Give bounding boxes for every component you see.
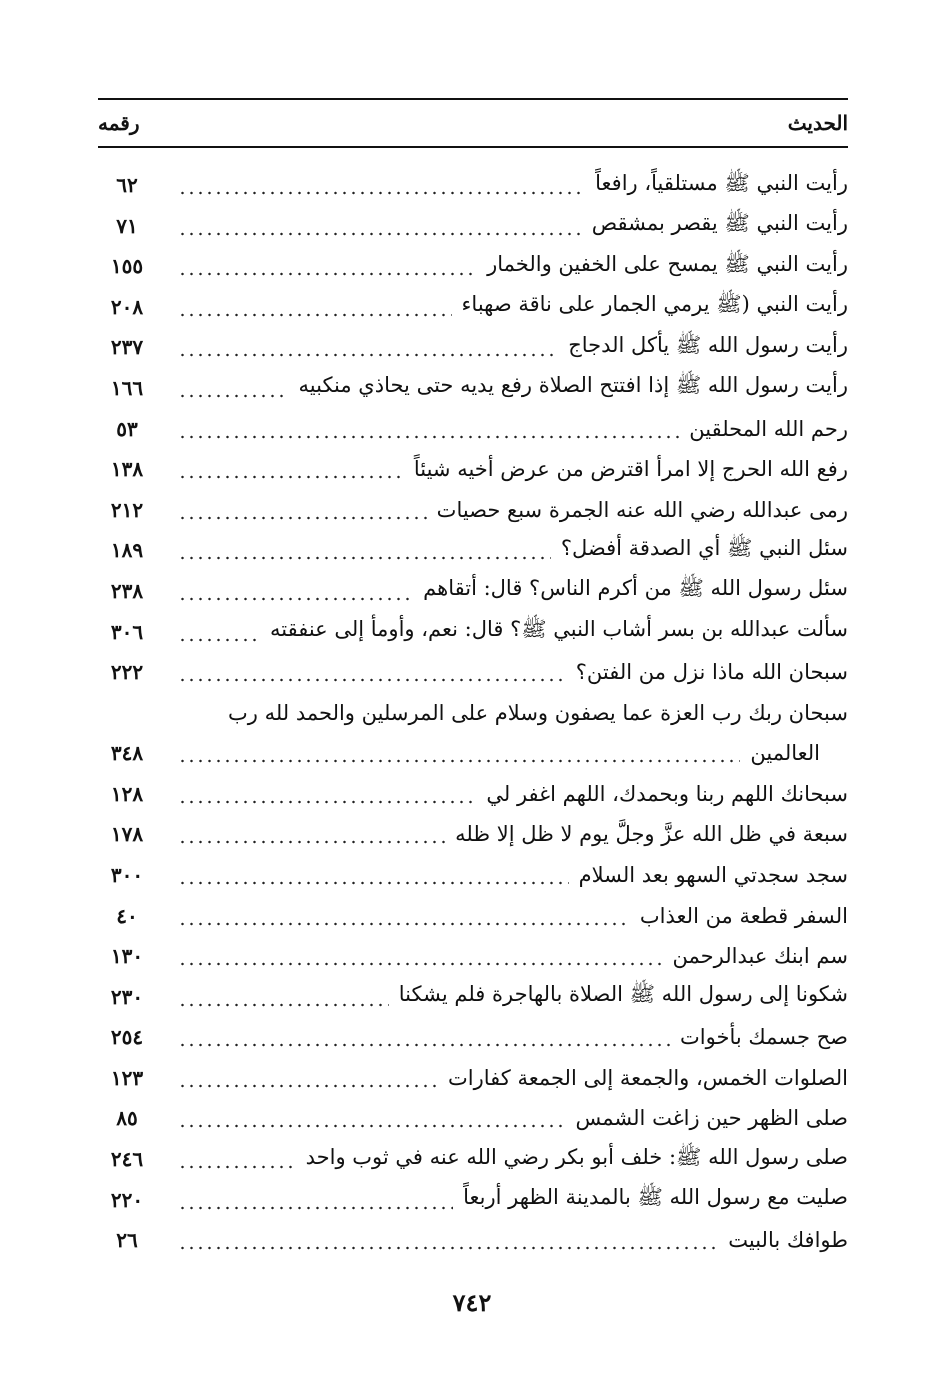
hadith-text: رأيت النبي ﷺ يقصر بمشقص [591,211,848,236]
hadith-number: ١٧٨ [110,822,144,847]
dot-leader [178,814,445,854]
index-entry [98,449,848,490]
hadith-text: صليت مع رسول الله ﷺ بالمدينة الظهر أربعاً [463,1185,848,1210]
hadith-number: ٢٠٨ [110,294,144,319]
hadith-text: طوافك بالبيت [728,1228,848,1253]
index-entry [98,246,848,287]
index-entry [98,530,848,571]
dot-leader [178,1180,453,1220]
hadith-text: صلى الظهر حين زاغت الشمس [575,1106,848,1131]
hadith-text: رمى عبدالله رضي الله عنه الجمرة سبع حصيات [436,497,848,522]
hadith-text: رأيت رسول الله ﷺ يأكل الدجاج [568,332,848,357]
hadith-number: ٢٢٢ [110,660,144,685]
hadith-number: ٣٠٦ [110,619,144,644]
dot-leader [178,936,663,976]
index-entry [98,977,848,1018]
hadith-number: ٢١٢ [110,497,144,522]
index-entry [98,409,848,450]
hadith-text: سئل رسول الله ﷺ من أكرم الناس؟ قال: أتقاهم [423,576,848,601]
hadith-text: سئل النبي ﷺ أي الصدقة أفضل؟ [560,535,848,560]
dot-leader [178,449,404,489]
hadith-number: ١٢٣ [110,1065,144,1090]
dot-leader [178,896,630,936]
hadith-text: السفر قطعة من العذاب [639,903,848,928]
index-entry [98,774,848,815]
hadith-number: ٢٣٠ [110,984,144,1009]
dot-leader [178,246,477,286]
hadith-number: ١٥٥ [110,254,144,279]
hadith-text: سألت عبدالله بن بسر أشاب النبي ﷺ؟ قال: نعم، وأومأ إلى عنفقته [269,617,848,642]
hadith-text: صلى رسول الله ﷺ: خلف أبو بكر رضي الله عنه في ثوب واحد [305,1144,848,1169]
index-entry [98,652,848,693]
dot-leader [178,1139,296,1179]
index-entry [98,693,848,774]
dot-leader [178,571,413,611]
hadith-number: ١٨٩ [110,538,144,563]
hadith-text: رأيت النبي ﷺ يمسح على الخفين والخمار [487,251,848,276]
index-entry [98,287,848,328]
dot-leader [178,652,566,692]
hadith-number: ٥٣ [116,416,138,441]
hadith-number: ١٦٦ [110,375,144,400]
hadith-text: سبعة في ظل الله عزَّ وجلَّ يوم لا ظل إلا ظله [455,822,848,847]
hadith-text: شكونا إلى رسول الله ﷺ الصلاة بالهاجرة فلم يشكنا [398,982,848,1007]
hadith-number: ٢٥٤ [110,1025,144,1050]
dot-leader [178,530,551,570]
hadith-text: رفع الله الحرج إلا امرأ اقترض من عرض أخيه شيئاً [413,457,848,482]
hadith-number: ٢٣٨ [110,578,144,603]
dot-leader [178,1058,438,1098]
dot-leader [178,977,389,1017]
dot-leader [178,327,558,367]
dot-leader [178,612,260,652]
dot-leader [178,165,585,205]
hadith-text: سبحان الله ماذا نزل من الفتن؟ [575,660,848,685]
dot-leader [178,206,582,246]
index-entry [98,896,848,937]
hadith-number: ١٣٠ [110,944,144,969]
dot-leader [178,287,452,327]
dot-leader [178,1220,718,1260]
hadith-number: ٣٠٠ [110,862,144,887]
hadith-number: ٧١ [116,213,138,238]
hadith-text: سجد سجدتي السهو بعد السلام [578,862,848,887]
hadith-text: رحم الله المحلقين [689,416,848,441]
index-entry [98,612,848,653]
hadith-text: رأيت النبي ﷺ مستلقياً، رافعاً [595,170,848,195]
hadith-number: ٢٣٧ [110,335,144,360]
hadith-number: ٤٠ [116,903,138,928]
index-entry [98,571,848,612]
index-entry [98,327,848,368]
hadith-text: سبحانك اللهم ربنا وبحمدك، اللهم اغفر لي [486,781,848,806]
hadith-index-list [98,165,848,1261]
index-entry [98,368,848,409]
column-title-number: رقمه [98,111,140,135]
index-entry [98,936,848,977]
index-header [98,98,848,148]
hadith-number: ١٣٨ [110,457,144,482]
dot-leader [178,409,679,449]
index-entry [98,1139,848,1180]
hadith-text: رأيت رسول الله ﷺ إذا افتتح الصلاة رفع يديه حتى يحاذي منكبيه [298,373,848,398]
hadith-number: ٣٤٨ [110,740,144,765]
index-entry [98,1058,848,1099]
index-entry [98,814,848,855]
hadith-number: ٦٢ [116,173,138,197]
hadith-number: ٢٢٠ [110,1187,144,1212]
dot-leader [178,1017,670,1057]
dot-leader [178,368,289,408]
index-entry [98,1180,848,1221]
hadith-number: ٨٥ [116,1106,138,1131]
dot-leader [178,733,740,773]
hadith-text: سم ابنك عبدالرحمن [672,944,848,969]
dot-leader [178,774,476,814]
hadith-text: الصلوات الخمس، والجمعة إلى الجمعة كفارات [448,1065,848,1090]
index-entry [98,855,848,896]
dot-leader [178,490,427,530]
dot-leader [178,1098,566,1138]
column-title-hadith: الحديث [787,111,848,135]
hadith-number: ٢٦ [116,1228,138,1253]
dot-leader [178,855,569,895]
page-number: ٧٤٢ [452,1288,492,1317]
index-entry [98,490,848,531]
hadith-number: ١٢٨ [110,781,144,806]
hadith-text: صح جسمك بأخوات [680,1025,848,1050]
hadith-text-continued: العالمين [750,740,820,765]
index-entry [98,1098,848,1139]
hadith-text: سبحان ربك رب العزة عما يصفون وسلام على المرسلين والحمد لله رب [227,700,848,725]
index-entry [98,1220,848,1261]
index-entry [98,1017,848,1058]
hadith-text: رأيت النبي (ﷺ يرمي الجمار على ناقة صهباء [461,292,848,317]
index-entry [98,206,848,247]
hadith-number: ٢٤٦ [110,1147,144,1172]
index-entry [98,165,848,206]
